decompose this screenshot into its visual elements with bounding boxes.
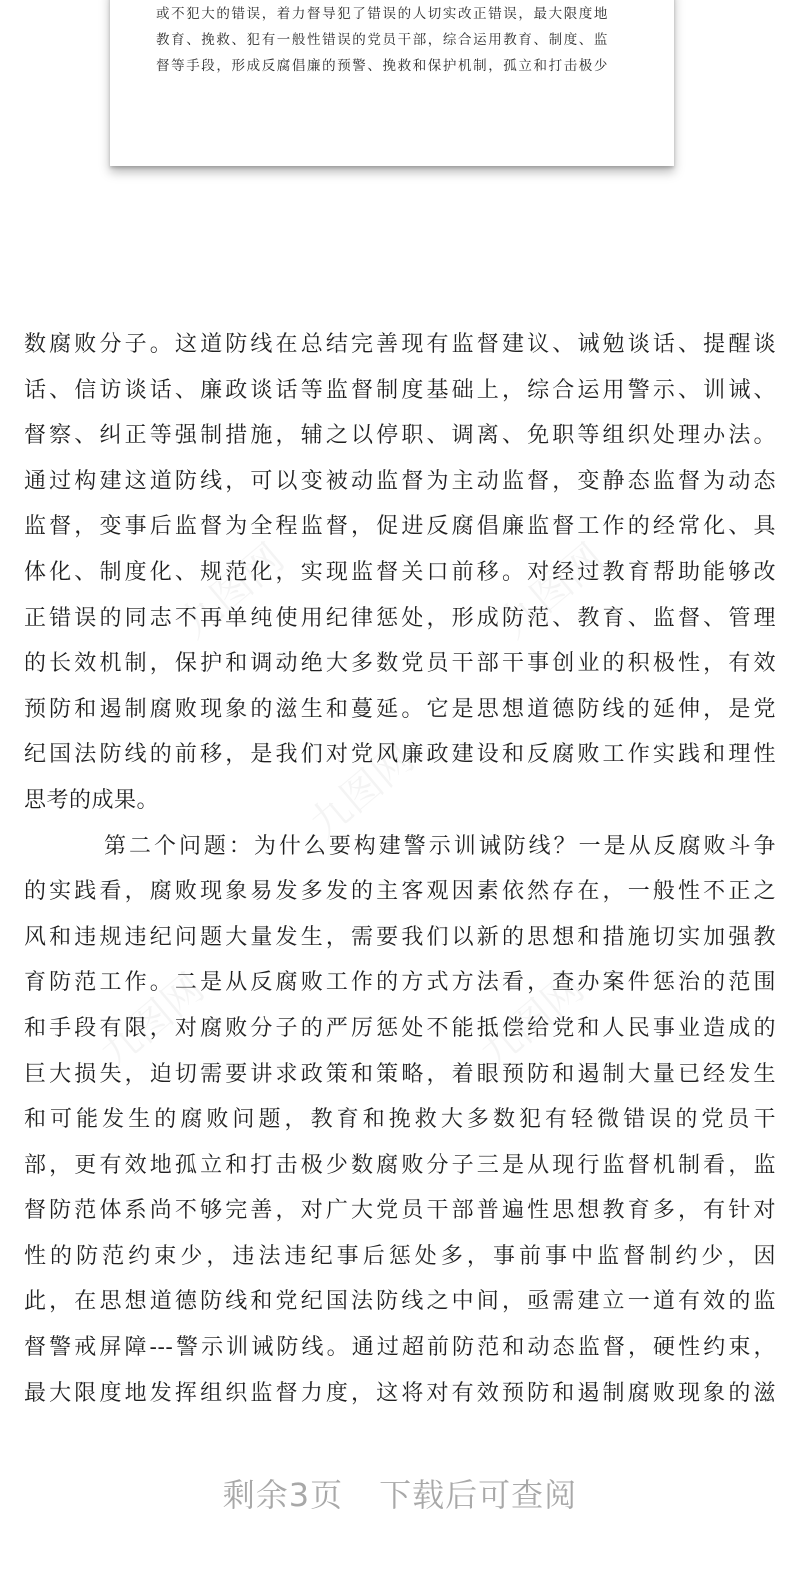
text-line: 巨大损失，迫切需要讲求政策和策略，着眼预防和遏制大量已经发生 <box>24 1061 776 1087</box>
text-line: 和手段有限，对腐败分子的严厉惩处不能抵偿给党和人民事业造成的 <box>24 1015 776 1041</box>
preview-text-line: 教育、挽救、犯有一般性错误的党员干部，综合运用教育、制度、监 <box>156 32 609 48</box>
text-line: 话、信访谈话、廉政谈话等监督制度基础上，综合运用警示、训诫、 <box>24 377 776 403</box>
text-line: 和可能发生的腐败问题，教育和挽救大多数犯有轻微错误的党员干 <box>24 1107 776 1133</box>
text-line: 的实践看，腐败现象易发多发的主客观因素依然存在，一般性不正之 <box>24 879 776 905</box>
text-line: 正错误的同志不再单纯使用纪律惩处，形成防范、教育、监督、管理 <box>24 605 776 631</box>
text-line: 最大限度地发挥组织监督力度，这将对有效预防和遏制腐败现象的滋 <box>24 1380 776 1406</box>
text-line: 纪国法防线的前移，是我们对党风廉政建设和反腐败工作实践和理性 <box>24 742 776 768</box>
remaining-pages-label: 剩余3页 <box>222 1476 344 1514</box>
download-prompt[interactable] <box>0 1470 800 1516</box>
text-line: 体化、制度化、规范化，实现监督关口前移。对经过教育帮助能够改 <box>24 559 776 585</box>
text-line: 性的防范约束少，违法违纪事后惩处多，事前事中监督制约少，因 <box>24 1243 776 1269</box>
preview-page-card <box>110 0 674 166</box>
text-line: 督防范体系尚不够完善，对广大党员干部普遍性思想教育多，有针对 <box>24 1198 776 1224</box>
text-line: 督警戒屏障---警示训诫防线。通过超前防范和动态监督，硬性约束， <box>24 1335 776 1361</box>
text-line: 监督，变事后监督为全程监督，促进反腐倡廉监督工作的经常化、具 <box>24 514 776 540</box>
text-line: 通过构建这道防线，可以变被动监督为主动监督，变静态监督为动态 <box>24 468 776 494</box>
text-line: 风和违规违纪问题大量发生，需要我们以新的思想和措施切实加强教 <box>24 924 776 950</box>
text-line: 预防和遏制腐败现象的滋生和蔓延。它是思想道德防线的延伸，是党 <box>24 696 776 722</box>
paragraph-start-line: 第二个问题：为什么要构建警示训诫防线？一是从反腐败斗争 <box>104 833 776 859</box>
text-line: 思考的成果。 <box>24 787 160 813</box>
text-line: 的长效机制，保护和调动绝大多数党员干部干事创业的积极性，有效 <box>24 651 776 677</box>
text-line: 此，在思想道德防线和党纪国法防线之中间，亟需建立一道有效的监 <box>24 1289 776 1315</box>
text-line: 数腐败分子。这道防线在总结完善现有监督建议、诫勉谈话、提醒谈 <box>24 332 776 357</box>
document-body <box>24 322 776 1416</box>
text-line: 部，更有效地孤立和打击极少数腐败分子三是从现行监督机制看，监 <box>24 1152 776 1178</box>
preview-text-line: 或不犯大的错误，着力督导犯了错误的人切实改正错误，最大限度地 <box>156 6 609 22</box>
download-hint-label: 下载后可查阅 <box>379 1476 578 1514</box>
preview-text-line: 督等手段，形成反腐倡廉的预警、挽救和保护机制，孤立和打击极少 <box>156 58 609 74</box>
text-line: 育防范工作。二是从反腐败工作的方式方法看，查办案件惩治的范围 <box>24 970 776 996</box>
text-line: 督察、纠正等强制措施，辅之以停职、调离、免职等组织处理办法。 <box>24 423 776 449</box>
